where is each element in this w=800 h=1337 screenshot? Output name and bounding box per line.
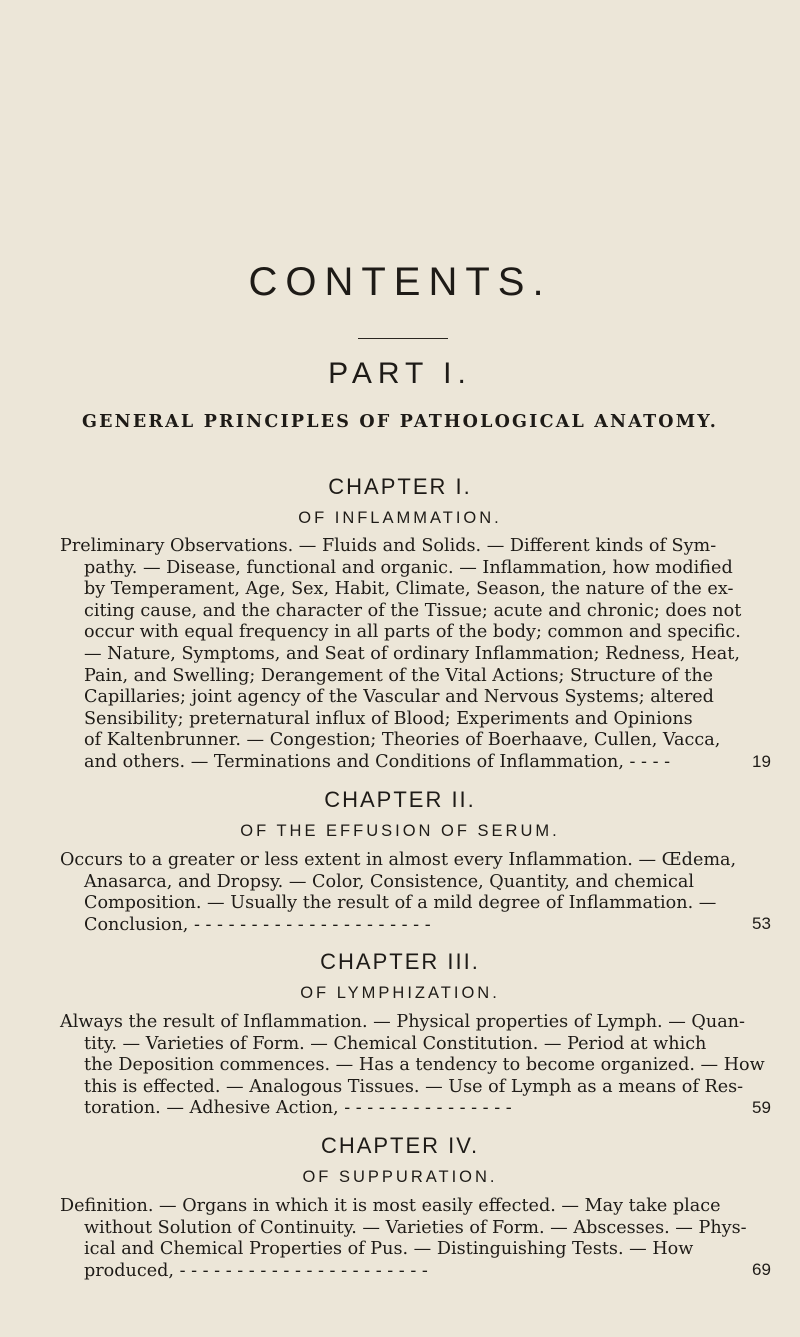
part-heading: PART I. bbox=[328, 357, 472, 390]
chapter-1-summary bbox=[60, 536, 742, 774]
summary-line: and others. — Terminations and Conditions of Inflammation, - - - - bbox=[84, 751, 671, 772]
summary-line: Capillaries; joint agency of the Vascular and Nervous Systems; altered bbox=[84, 687, 714, 708]
contents-heading: CONTENTS. bbox=[248, 260, 552, 304]
chapter-4-title: OF SUPPURATION. bbox=[302, 1168, 498, 1186]
summary-line: Conclusion, - - - - - - - - - - - - - - - - - - - - - bbox=[84, 914, 431, 935]
summary-line: occur with equal frequency in all parts of the body; common and specific. bbox=[84, 622, 741, 643]
summary-line: tity. — Varieties of Form. — Chemical Constitution. — Period at which bbox=[84, 1033, 707, 1054]
chapter-2-number: CHAPTER II. bbox=[324, 787, 476, 812]
chapter-4-number: CHAPTER IV. bbox=[320, 1133, 480, 1158]
chapter-3-title: OF LYMPHIZATION. bbox=[300, 984, 500, 1002]
summary-line: this is effected. — Analogous Tissues. — Use of Lymph as a means of Res- bbox=[84, 1076, 744, 1097]
summary-line: Sensibility; preternatural influx of Blood; Experiments and Opinions bbox=[84, 708, 693, 729]
chapter-2-page: 53 bbox=[752, 914, 771, 933]
summary-line: toration. — Adhesive Action, - - - - - - - - - - - - - - - bbox=[84, 1098, 512, 1119]
summary-line: Anasarca, and Dropsy. — Color, Consistence, Quantity, and chemical bbox=[84, 871, 694, 892]
summary-line: pathy. — Disease, functional and organic. — Inflammation, how modified bbox=[84, 557, 733, 578]
chapter-2-title: OF THE EFFUSION OF SERUM. bbox=[240, 822, 560, 840]
summary-line: Composition. — Usually the result of a mild degree of Inflammation. — bbox=[84, 893, 717, 914]
summary-line: ical and Chemical Properties of Pus. — Distinguishing Tests. — How bbox=[84, 1239, 694, 1260]
summary-line: the Deposition commences. — Has a tendency to become organized. — How bbox=[84, 1055, 765, 1076]
chapter-1-title: OF INFLAMMATION. bbox=[298, 509, 502, 527]
summary-line: without Solution of Continuity. — Varieties of Form. — Abscesses. — Phys- bbox=[84, 1217, 747, 1238]
chapter-1-number: CHAPTER I. bbox=[328, 474, 472, 499]
summary-line: Occurs to a greater or less extent in almost every Inflammation. — Œdema, bbox=[60, 850, 737, 870]
chapter-3-number: CHAPTER III. bbox=[320, 949, 480, 974]
summary-line: citing cause, and the character of the Tissue; acute and chronic; does not bbox=[84, 600, 742, 621]
chapter-2-summary bbox=[60, 850, 737, 936]
summary-line: Pain, and Swelling; Derangement of the Vital Actions; Structure of the bbox=[84, 665, 714, 686]
chapter-4-page: 69 bbox=[752, 1260, 771, 1279]
summary-line: of Kaltenbrunner. — Congestion; Theories of Boerhaave, Cullen, Vacca, bbox=[84, 730, 721, 751]
summary-line: — Nature, Symptoms, and Seat of ordinary Inflammation; Redness, Heat, bbox=[84, 643, 740, 664]
summary-line: produced, - - - - - - - - - - - - - - - - - - - - - - bbox=[84, 1260, 428, 1281]
chapter-3-page: 59 bbox=[752, 1098, 771, 1117]
chapter-4-summary bbox=[60, 1196, 747, 1282]
summary-line: Preliminary Observations. — Fluids and Solids. — Different kinds of Sym- bbox=[60, 536, 717, 556]
divider-rule bbox=[358, 338, 448, 339]
part-subtitle: GENERAL PRINCIPLES OF PATHOLOGICAL ANATOMY. bbox=[81, 412, 719, 432]
chapter-1-page: 19 bbox=[752, 752, 771, 771]
summary-line: Always the result of Inflammation. — Physical properties of Lymph. — Quan- bbox=[60, 1012, 745, 1032]
summary-line: by Temperament, Age, Sex, Habit, Climate, Season, the nature of the ex- bbox=[84, 579, 734, 600]
summary-line: Definition. — Organs in which it is most easily effected. — May take place bbox=[60, 1196, 721, 1216]
